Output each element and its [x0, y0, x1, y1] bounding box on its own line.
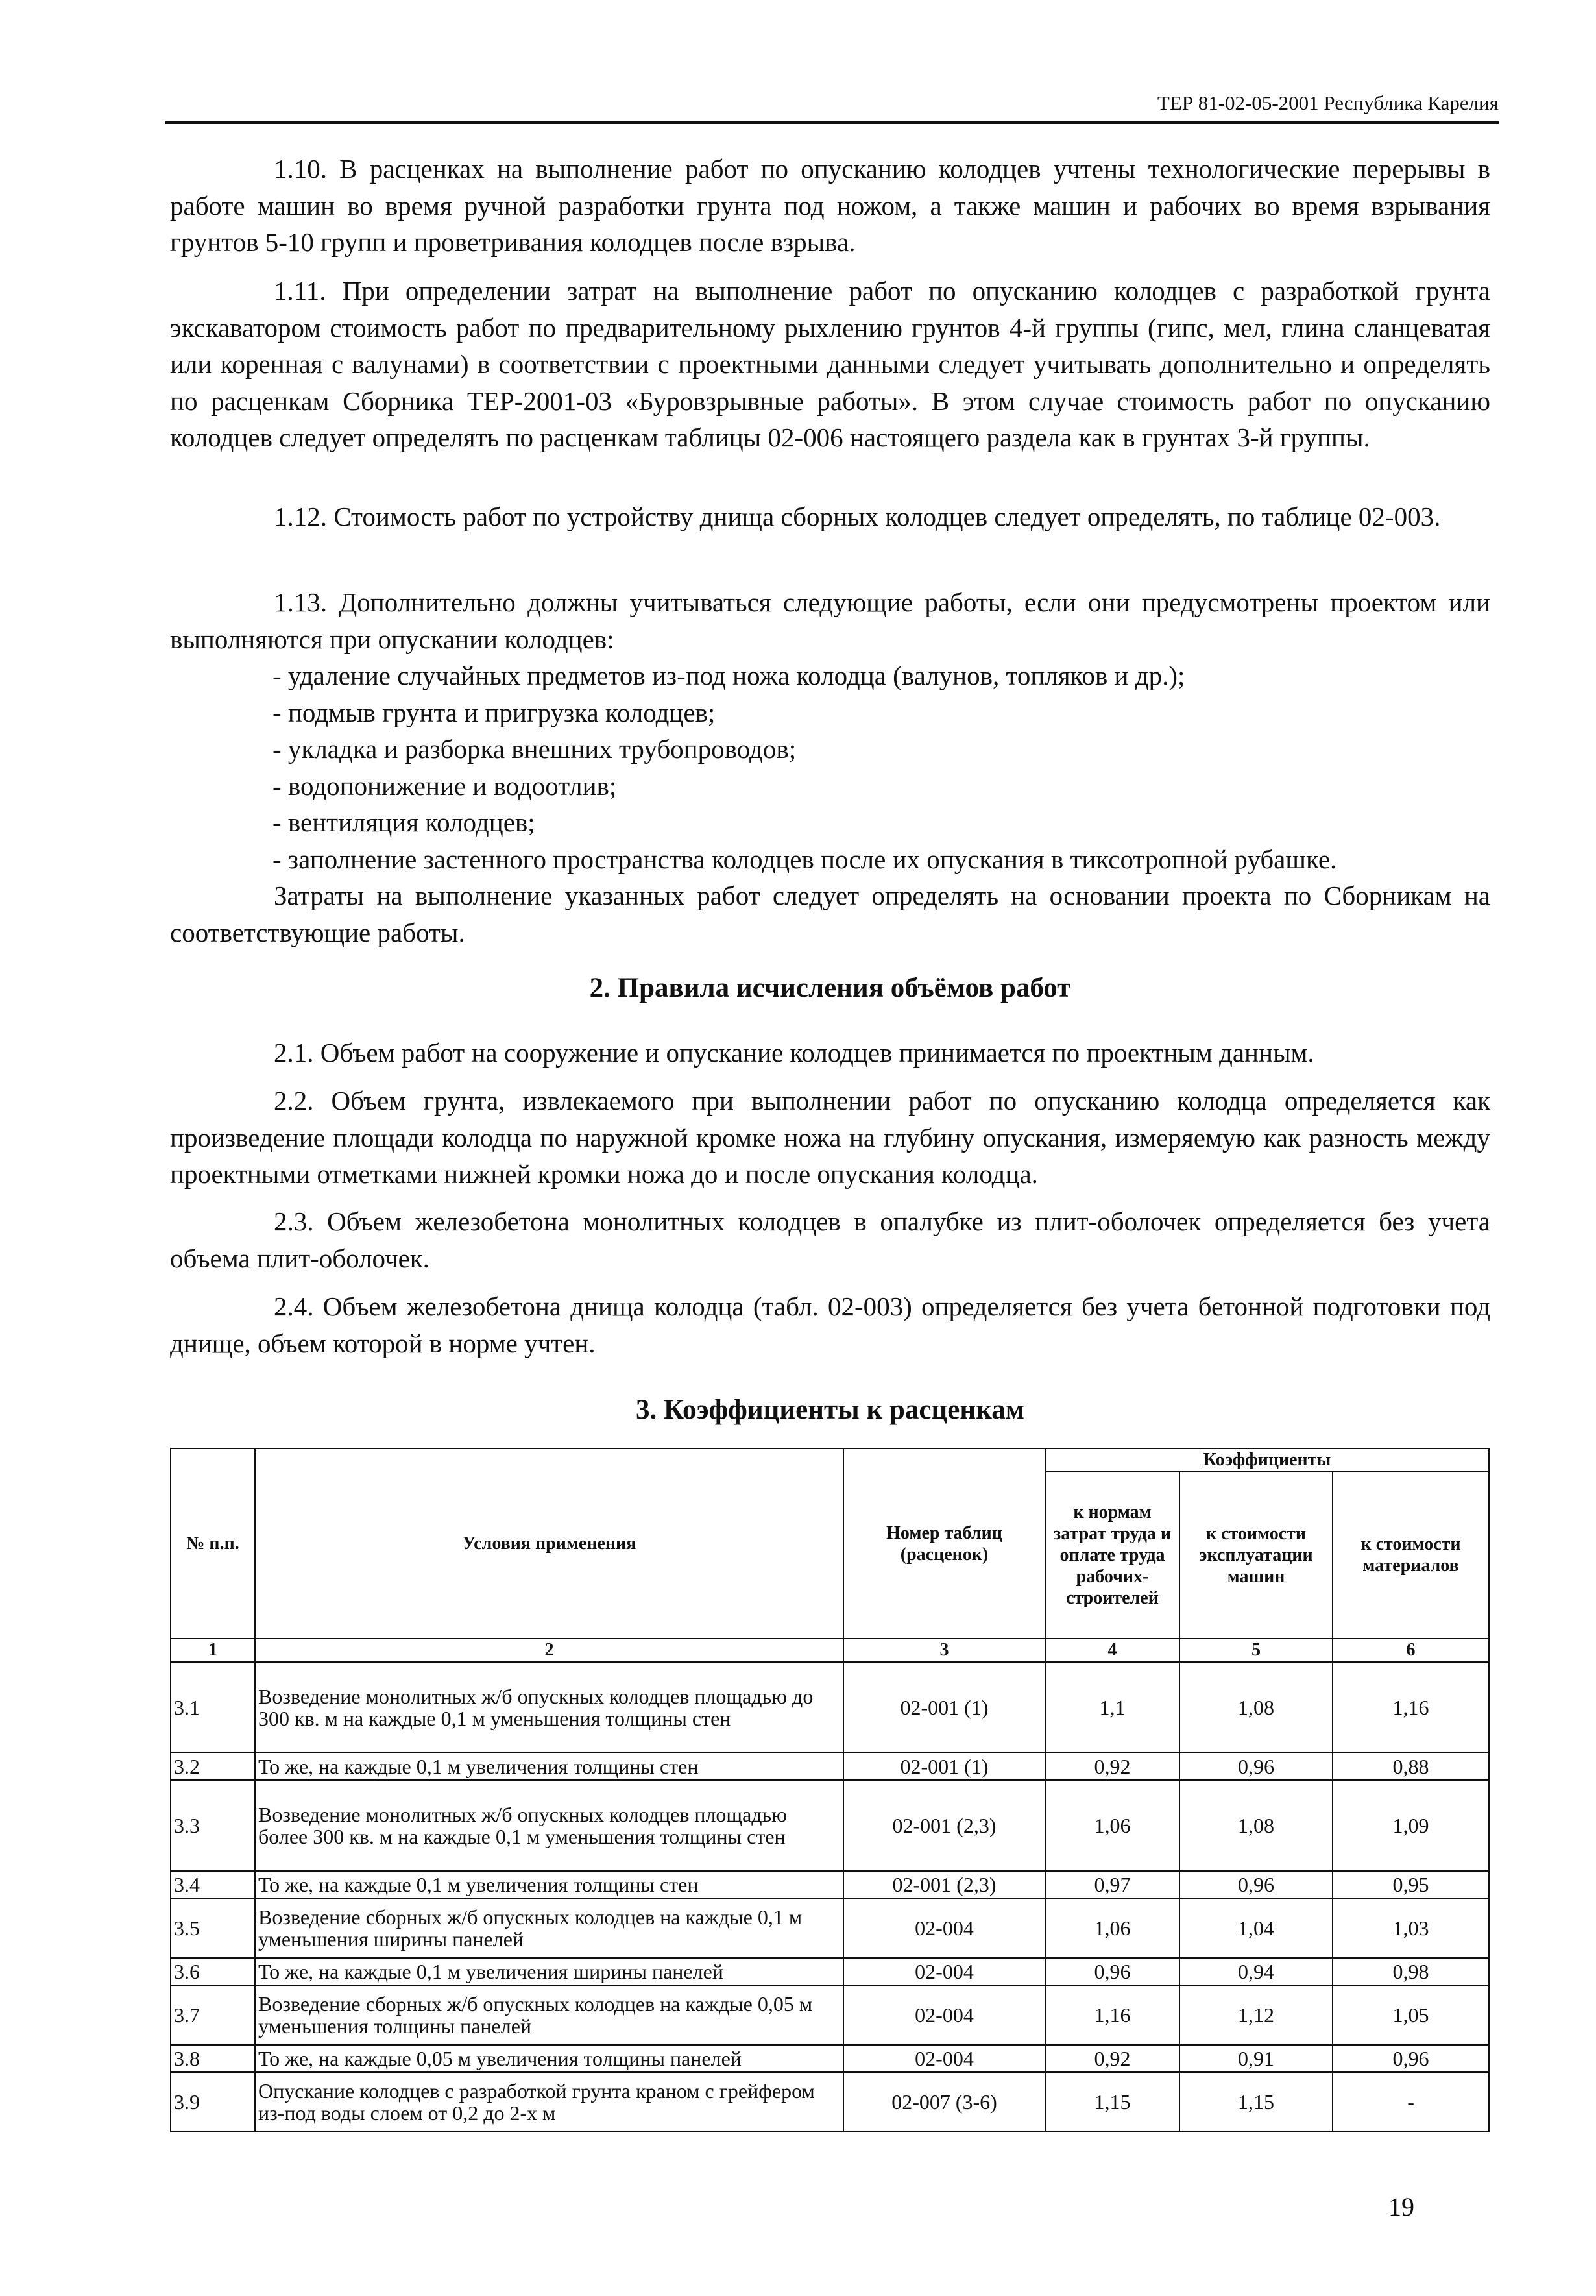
column-number: 1: [171, 1639, 255, 1662]
row-table-no: 02-001 (1): [843, 1662, 1045, 1753]
column-number: 2: [255, 1639, 843, 1662]
row-number: 3.8: [171, 2045, 255, 2072]
row-number: 3.2: [171, 1753, 255, 1780]
column-number: 4: [1045, 1639, 1179, 1662]
row-table-no: 02-007 (3-6): [843, 2072, 1045, 2132]
row-labor-coef: 0,92: [1045, 1753, 1179, 1780]
list-item: - заполнение застенного пространства колодцев после их опускания в тиксотропной рубашке.: [272, 844, 1337, 874]
paragraph-2-2: 2.2. Объем грунта, извлекаемого при выполнении работ по опусканию колодца определяется как произведение площади колодца по наружной кромке ножа на глубину опускания, измеряемую как разность между проектными отметками нижней кромки ножа до и после опускания колодца.: [170, 1086, 1490, 1189]
row-machines-coef: 1,08: [1179, 1662, 1333, 1753]
row-number: 3.7: [171, 1985, 255, 2045]
header-rule: [165, 121, 1499, 124]
table-row: [171, 1753, 1489, 1780]
row-conditions: То же, на каждые 0,1 м увеличения ширины панелей: [255, 1958, 843, 1985]
row-materials-coef: 1,05: [1333, 1985, 1489, 2045]
row-labor-coef: 1,1: [1045, 1662, 1179, 1753]
row-machines-coef: 0,96: [1179, 1753, 1333, 1780]
section-2-title: 2. Правила исчисления объёмов работ: [589, 973, 1071, 1003]
table-row: [171, 1871, 1489, 1898]
column-numbers-row: [171, 1639, 1489, 1662]
row-machines-coef: 1,04: [1179, 1898, 1333, 1958]
row-materials-coef: -: [1333, 2072, 1489, 2132]
row-table-no: 02-004: [843, 1958, 1045, 1985]
list-item: - вентиляция колодцев;: [272, 807, 535, 837]
row-number: 3.5: [171, 1898, 255, 1958]
table-row: [171, 1780, 1489, 1871]
list-item: - водопонижение и водоотлив;: [272, 770, 617, 801]
row-materials-coef: 1,03: [1333, 1898, 1489, 1958]
row-number: 3.6: [171, 1958, 255, 1985]
row-number: 3.9: [171, 2072, 255, 2132]
header-labor: к нормам затрат труда и оплате труда рабочих-строителей: [1045, 1471, 1179, 1639]
row-number: 3.3: [171, 1780, 255, 1871]
running-header: ТЕР 81-02-05-2001 Республика Карелия: [1157, 92, 1499, 114]
row-machines-coef: 0,96: [1179, 1871, 1333, 1898]
paragraph-1-12: 1.12. Стоимость работ по устройству днища сборных колодцев следует определять, по таблице 02-003.: [274, 502, 1441, 531]
row-conditions: Возведение сборных ж/б опускных колодцев на каждые 0,1 м уменьшения ширины панелей: [255, 1898, 843, 1958]
header-machines: к стоимости эксплуатации машин: [1179, 1471, 1333, 1639]
paragraph-1-13-tail: Затраты на выполнение указанных работ следует определять на основании проекта по Сборникам на соответствующие работы.: [170, 881, 1490, 947]
row-number: 3.4: [171, 1871, 255, 1898]
paragraph-2-3: 2.3. Объем железобетона монолитных колодцев в опалубке из плит-оболочек определяется без учета объема плит-оболочек.: [170, 1206, 1490, 1273]
row-machines-coef: 1,15: [1179, 2072, 1333, 2132]
row-materials-coef: 1,16: [1333, 1662, 1489, 1753]
row-materials-coef: 1,09: [1333, 1780, 1489, 1871]
table-row: [171, 1985, 1489, 2045]
paragraph-2-4: 2.4. Объем железобетона днища колодца (табл. 02-003) определяется без учета бетонной подготовки под днище, объем которой в норме учтен.: [170, 1291, 1490, 1358]
column-number: 5: [1179, 1639, 1333, 1662]
row-conditions: То же, на каждые 0,1 м увеличения толщины стен: [255, 1871, 843, 1898]
row-labor-coef: 1,06: [1045, 1780, 1179, 1871]
row-table-no: 02-004: [843, 1898, 1045, 1958]
row-conditions: Возведение сборных ж/б опускных колодцев на каждые 0,05 м уменьшения толщины панелей: [255, 1985, 843, 2045]
column-number: 6: [1333, 1639, 1489, 1662]
row-table-no: 02-001 (2,3): [843, 1780, 1045, 1871]
row-machines-coef: 1,12: [1179, 1985, 1333, 2045]
row-materials-coef: 0,96: [1333, 2045, 1489, 2072]
page-number: 19: [1388, 2192, 1414, 2221]
row-materials-coef: 0,95: [1333, 1871, 1489, 1898]
row-labor-coef: 0,92: [1045, 2045, 1179, 2072]
row-labor-coef: 1,16: [1045, 1985, 1179, 2045]
row-labor-coef: 1,06: [1045, 1898, 1179, 1958]
header-num: № п.п.: [171, 1448, 255, 1639]
table-row: [171, 1898, 1489, 1958]
list-item: - укладка и разборка внешних трубопроводов;: [272, 734, 797, 764]
list-item: - подмыв грунта и пригрузка колодцев;: [272, 697, 716, 727]
list-item: - удаление случайных предметов из-под ножа колодца (валунов, топляков и др.);: [272, 661, 1185, 690]
table-row: [171, 1662, 1489, 1753]
row-table-no: 02-004: [843, 1985, 1045, 2045]
table-row: [171, 2045, 1489, 2072]
column-number: 3: [843, 1639, 1045, 1662]
header-conditions: Условия применения: [255, 1448, 843, 1639]
row-materials-coef: 0,88: [1333, 1753, 1489, 1780]
paragraph-1-11: 1.11. При определении затрат на выполнение работ по опусканию колодцев с разработкой грунта экскаватором стоимость работ по предварительному рыхлению грунтов 4-й группы (гипс, мел, глина сланцеватая или коренная с валунами) в соответствии с проектными данными следует учитывать дополнительно и определять по расценкам Сборника ТЕР-2001-03 «Буровзрывные работы». В этом случае стоимость работ по опусканию колодцев следует определять по расценкам таблицы 02-006 настоящего раздела как в грунтах 3-й группы.: [170, 276, 1490, 452]
paragraph-1-13: 1.13. Дополнительно должны учитываться следующие работы, если они предусмотрены проектом или выполняются при опускании колодцев:: [170, 587, 1490, 654]
row-materials-coef: 0,98: [1333, 1958, 1489, 1985]
row-labor-coef: 0,96: [1045, 1958, 1179, 1985]
row-conditions: Возведение монолитных ж/б опускных колодцев площадью до 300 кв. м на каждые 0,1 м уменьшения толщины стен: [255, 1662, 843, 1753]
header-coefficients: Коэффициенты: [1045, 1448, 1489, 1471]
row-labor-coef: 0,97: [1045, 1871, 1179, 1898]
row-conditions: То же, на каждые 0,1 м увеличения толщины стен: [255, 1753, 843, 1780]
paragraph-1-10: 1.10. В расценках на выполнение работ по опусканию колодцев учтены технологические перерывы в работе машин во время ручной разработки грунта под ножом, а также машин и рабочих во время взрывания грунтов 5-10 групп и проветривания колодцев после взрыва.: [170, 154, 1490, 257]
row-machines-coef: 1,08: [1179, 1780, 1333, 1871]
table-row: [171, 1958, 1489, 1985]
table-row: [171, 2072, 1489, 2132]
paragraph-2-1: 2.1. Объем работ на сооружение и опускание колодцев принимается по проектным данным.: [274, 1038, 1314, 1068]
section-3-title: 3. Коэффициенты к расценкам: [635, 1395, 1025, 1425]
additional-works-list: [272, 657, 1505, 877]
header-materials: к стоимости материалов: [1333, 1471, 1489, 1639]
row-machines-coef: 0,94: [1179, 1958, 1333, 1985]
row-labor-coef: 1,15: [1045, 2072, 1179, 2132]
row-table-no: 02-001 (1): [843, 1753, 1045, 1780]
row-table-no: 02-004: [843, 2045, 1045, 2072]
row-conditions: То же, на каждые 0,05 м увеличения толщины панелей: [255, 2045, 843, 2072]
row-number: 3.1: [171, 1662, 255, 1753]
row-table-no: 02-001 (2,3): [843, 1871, 1045, 1898]
coefficients-table: [170, 1448, 1490, 2132]
row-machines-coef: 0,91: [1179, 2045, 1333, 2072]
row-conditions: Опускание колодцев с разработкой грунта краном с грейфером из-под воды слоем от 0,2 до 2-х м: [255, 2072, 843, 2132]
row-conditions: Возведение монолитных ж/б опускных колодцев площадью более 300 кв. м на каждые 0,1 м уменьшения толщины стен: [255, 1780, 843, 1871]
header-table-no: Номер таблиц (расценок): [843, 1448, 1045, 1639]
